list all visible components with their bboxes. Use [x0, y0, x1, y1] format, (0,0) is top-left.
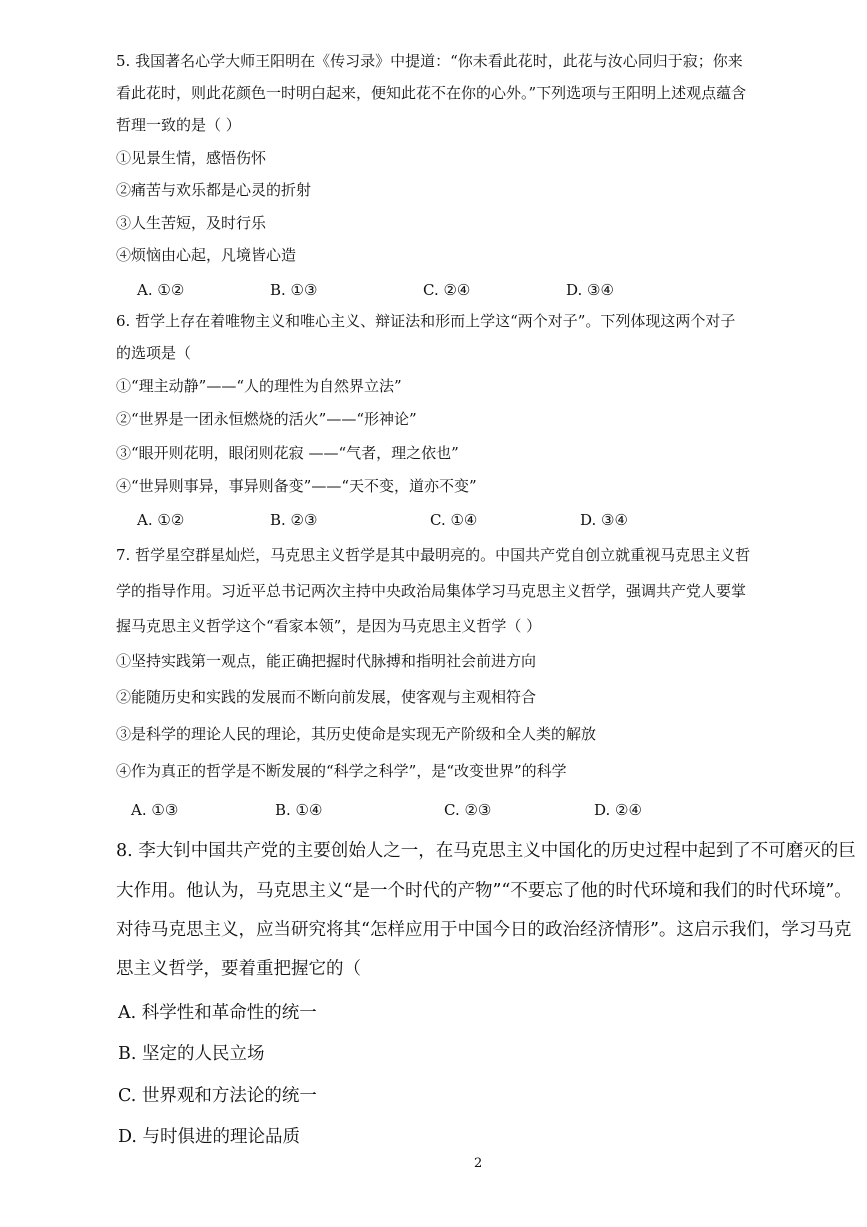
q7-item-1: ①坚持实践第一观点，能正确把握时代脉搏和指明社会前进方向	[116, 652, 537, 670]
q8-stem-line-2: 大作用。他认为，马克思主义“是一个时代的产物”“不要忘了他的时代环境和我们的时代环境”。	[116, 881, 852, 901]
q7-choice-d[interactable]: D. ②④	[594, 801, 642, 819]
q6-choice-c[interactable]: C. ①④	[430, 511, 478, 529]
q6-stem-line-2: 的选项是（	[116, 344, 192, 362]
q6-item-2: ②“世界是一团永恒燃烧的活火”——“形神论”	[116, 410, 417, 428]
q8-choice-a[interactable]: A. 科学性和革命性的统一	[118, 1003, 317, 1023]
q8-choice-b[interactable]: B. 坚定的人民立场	[118, 1044, 265, 1064]
q7-item-4: ④作为真正的哲学是不断发展的“科学之科学”，是“改变世界”的科学	[116, 762, 567, 780]
q5-choice-c[interactable]: C. ②④	[423, 281, 471, 299]
q5-stem-line-1: 5. 我国著名心学大师王阳明在《传习录》中提道：“你未看此花时，此花与汝心同归于寂；你来	[116, 52, 743, 70]
q6-stem-line-1: 6. 哲学上存在着唯物主义和唯心主义、辩证法和形而上学这“两个对子”。下列体现这两个对子	[116, 312, 736, 330]
q6-item-1: ①“理主动静”——“人的理性为自然界立法”	[116, 377, 402, 395]
q7-stem-line-1: 7. 哲学星空群星灿烂，马克思主义哲学是其中最明亮的。中国共产党自创立就重视马克思主义哲	[116, 546, 751, 564]
q7-choice-b[interactable]: B. ①④	[275, 801, 323, 819]
q5-choice-a[interactable]: A. ①②	[137, 281, 185, 299]
q5-choice-d[interactable]: D. ③④	[566, 281, 614, 299]
q5-stem-line-2: 看此花时，则此花颜色一时明白起来，便知此花不在你的心外。”下列选项与王阳明上述观点蕴含	[116, 84, 747, 102]
q6-choice-a[interactable]: A. ①②	[137, 511, 185, 529]
q6-choice-b[interactable]: B. ②③	[270, 511, 318, 529]
q5-item-1: ①见景生情，感悟伤怀	[116, 149, 267, 167]
q8-choice-c[interactable]: C. 世界观和方法论的统一	[118, 1086, 317, 1106]
q8-stem-line-4: 思主义哲学，要着重把握它的（	[116, 959, 361, 979]
q8-stem-line-3: 对待马克思主义，应当研究将其“怎样应用于中国今日的政治经济情形”。这启示我们，学习马克	[116, 920, 852, 940]
q5-choice-b[interactable]: B. ①③	[270, 281, 318, 299]
q5-item-4: ④烦恼由心起，凡境皆心造	[116, 246, 297, 264]
q6-item-4: ④“世异则事异，事异则备变”——“天不变，道亦不变”	[116, 477, 477, 495]
q7-stem-line-3: 握马克思主义哲学这个“看家本领”，是因为马克思主义哲学（ ）	[116, 617, 542, 635]
q7-item-3: ③是科学的理论人民的理论，其历史使命是实现无产阶级和全人类的解放	[116, 725, 597, 743]
q5-item-3: ③人生苦短，及时行乐	[116, 214, 267, 232]
q6-choice-d[interactable]: D. ③④	[580, 511, 628, 529]
q6-item-3: ③“眼开则花明，眼闭则花寂 ——“气者，理之依也”	[116, 444, 459, 462]
q7-choice-a[interactable]: A. ①③	[131, 801, 179, 819]
q8-stem-line-1: 8. 李大钊中国共产党的主要创始人之一，在马克思主义中国化的历史过程中起到了不可磨灭的巨	[116, 841, 856, 861]
q7-stem-line-2: 学的指导作用。习近平总书记两次主持中央政治局集体学习马克思主义哲学，强调共产党人要掌	[116, 582, 747, 600]
q8-choice-d[interactable]: D. 与时俱进的理论品质	[118, 1127, 301, 1147]
q7-item-2: ②能随历史和实践的发展而不断向前发展，使客观与主观相符合	[116, 688, 537, 706]
q7-choice-c[interactable]: C. ②③	[444, 801, 492, 819]
page-number: 2	[474, 1156, 483, 1171]
q5-item-2: ②痛苦与欢乐都是心灵的折射	[116, 181, 312, 199]
q5-stem-line-3: 哲理一致的是（ ）	[116, 116, 241, 134]
